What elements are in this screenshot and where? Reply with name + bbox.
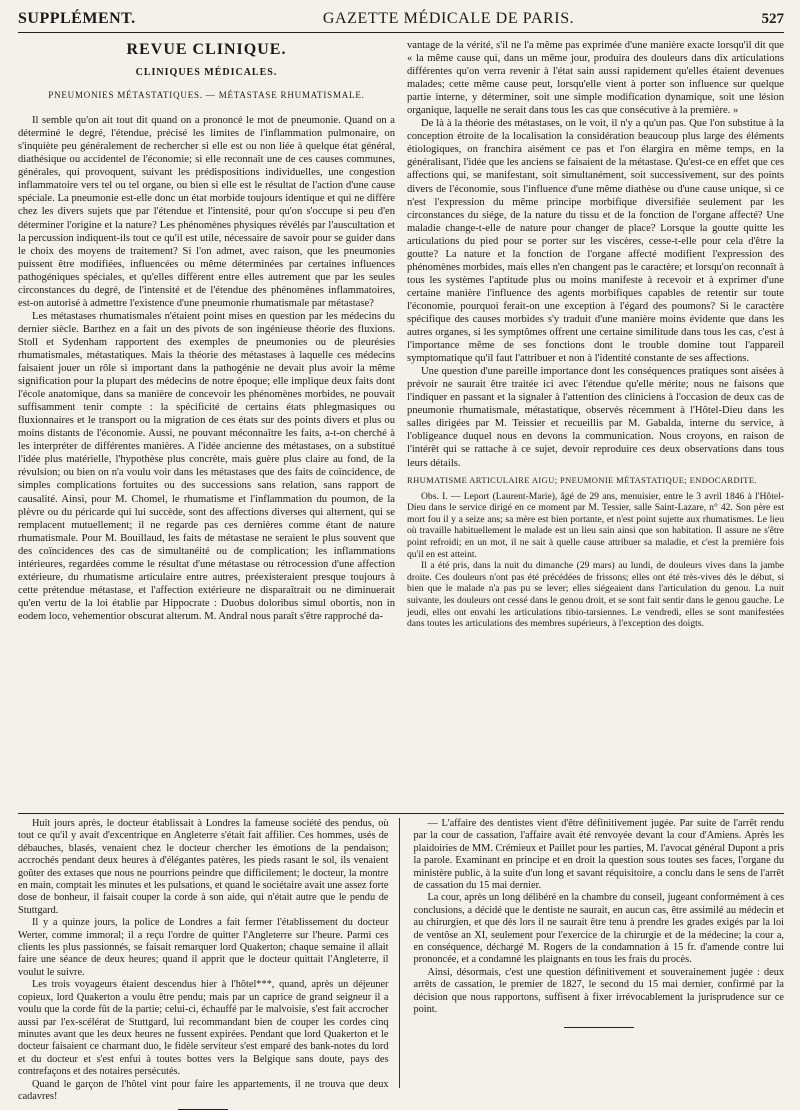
masthead [18, 10, 784, 33]
left-column [18, 39, 395, 809]
page-number: 527 [761, 11, 784, 27]
news-paragraph: La cour, après un long délibéré en la chambre du conseil, jugeant conformément à ces conclusions, a décidé que le dentiste ne saurait, en aucun cas, être assimilé au médecin et au chirurgien, et que dès lors il ne saurait être tenu à prendre les grades exigés par la loi de ventôse an XI, seulement pour l'exercice de la chirurgie et de la médecine; la cour a, en conséquence, déchargé M. Rogers de la condamnation à 15 fr. d'amende contre lui prononcée, et a condamné les plaignants en tous les frais du procès. [413, 892, 784, 966]
paragraph: De là à la théorie des métastases, on le voit, il n'y a qu'un pas. Que l'on substitue à la conception étroite de la localisation la considération beaucoup plus large des éléments étiologiques, on franchira aisément ce pas et l'on élargira en même temps, en la généralisant, l'idée que les anciens se faisaient de la métastase. Qu'est-ce en effet que ces affections qui, se manifestant, soit simultanément, soit successivement, sur des points divers de l'économie, sous l'influence d'une même diathèse ou d'une cause unique, si ce n'est l'expression du même principe morbifique diversifiée seulement par les circonstances du siége, de la nature du tissu et de la fonction de l'organe affecté? Une maladie change-t-elle de nature pour changer de place? Lorsque la goutte quitte les articulations du pied pour se porter sur les viscères, cesse-t-elle pour cela d'être la goutte? La nature et la fonction de l'organe affecté modifient l'expression des phénomènes morbides, mais elles n'en changent pas le caractère; et lorsqu'on reconnaît à tous les systèmes l'aptitude plus ou moins manifeste à recevoir et à exprimer d'une certaine manière l'influence des agents morbifiques capables de retentir sur toute l'économie, pourquoi ferait-on une exception à l'égard des poumons? Si le caractère spécifique des causes morbides s'y traduit d'une manière moins évidente que dans les autres organes, si les symptômes offrent une certaine similitude dans tous les cas, c'est à l'importance même de ses fonctions dont le trouble domine tout l'appareil symptomatique qu'il faut l'attribuer et non à l'identité constante de ses affections. [407, 118, 784, 365]
lower-section [18, 818, 784, 1102]
journal-title: GAZETTE MÉDICALE DE PARIS. [322, 10, 575, 27]
case-paragraph: Il a été pris, dans la nuit du dimanche (29 mars) au lundi, de douleurs vives dans la jambe droite. Ces douleurs n'ont pas été précédées de frissons; elles ont été très-vives dès le début, si bien que le malade n'a pas pu se lever; elles siégeaient dans l'articulation du genou. La nuit suivante, les douleurs ont cessé dans le genou droit, et se sont fait sentir dans le genou gauche. Le jeudi, elles ont envahi les articulations tibio-tarsiennes. Le vendredi, elles se sont manifestées dans toutes les articulations des membres supérieurs, à l'exception des doigts. [407, 560, 784, 630]
news-column [414, 818, 785, 1088]
case-heading: RHUMATISME ARTICULAIRE AIGU; PNEUMONIE MÉTASTATIQUE; ENDOCARDITE. [407, 474, 757, 485]
news-paragraph: — L'affaire des dentistes vient d'être définitivement jugée. Par suite de l'arrêt rendu par la cour de cassation, l'affaire avait été renvoyée devant la cour d'Amiens. Après les plaidoiries de MM. Crémieux et Paillet pour les parties, M. l'avocat général Dupont a pris la parole. Examinant en principe et en droit la question sous toutes ses faces, l'organe du ministère public, à la suite d'un long et savant réquisitoire, a conclu dans le sens de l'arrêt de cassation du 15 mai dernier. [413, 818, 784, 892]
feuilleton-paragraph: Huit jours après, le docteur établissait à Londres la fameuse société des pendus, où tout ce qu'il y avait d'excentrique en Angleterre s'était fait affilier. Ces hommes, usés de débauches, blasés, venaient chez le docteur chercher les émotions de la pendaison; accrochés pendant deux heures à d'élégantes patères, les pieds rasant le sol, ils venaient goûter des extases que nous ne pourrions peindre que difficilement; le docteur, la montre en main, comptait les minutes et les pulsations, et quand le sociétaire avait une assez forte dose de bonheur, il faisait couper la corde à son aide, qui n'était autre que le pendu de Stuttgard. [18, 818, 389, 916]
section-subtitle: CLINIQUES MÉDICALES. [135, 67, 278, 79]
section-divider [18, 813, 784, 814]
case-paragraph: Obs. I. — Leport (Laurent-Marie), âgé de 29 ans, menuisier, entre le 3 avril 1846 à l'Hôtel-Dieu dans le service dirigé en ce moment par M. Tessier, salle Saint-Lazare, n° 42. Son père est mort fou il y a seize ans; sa mère est bien portante, et n'est point sujette aux rhumatismes. Le lieu où travaille habituellement le malade est un lieu sain ainsi que son habitation. Il assure ne s'être point refroidi; en un mot, il ne sait à quelle cause attribuer sa maladie, et c'est la première fois qu'il en est atteint. [407, 490, 784, 560]
paragraph: Une question d'une pareille importance dont les conséquences pratiques sont aisées à prévoir ne saurait être traitée ici avec l'étendue qu'elle mérite; nous ne faisons que l'indiquer en passant et la signaler à l'attention des cliniciens à l'occasion de deux cas de pneumonie rhumatismale, métastatique, observés récemment à l'Hôtel-Dieu dans les salles dirigées par M. Teissier et recueillis par M. Gabalda, interne du service, à l'obligeance duquel nous en devons la communication. Nous croyons, en raison de l'intérêt qui se rattache à ce sujet, devoir reproduire ces deux observations dans tous leurs détails. [407, 366, 784, 469]
upper-section [18, 39, 784, 809]
end-rule [564, 1027, 634, 1028]
paragraph: Les métastases rhumatismales n'étaient point mises en question par les médecins du dernier siècle. Barthez en a fait un des pivots de son ingénieuse théorie des fluxions. Stoll et Sydenham rapportent des exemples de pneumonies ou de pleurésies rhumatismales, métastatiques. Mais la théorie des métastases à laquelle ces médecins faisaient jouer un rôle si important dans la pathogénie ne devait plus avoir la même signification pour la plupart des médecins de notre époque; elle implique deux faits dont l'école anatomique, dans sa manière de concevoir les phénomènes morbides, ne pouvait suffisamment tenir compte : la spécificité de certains états phlegmasiques ou fluxionnaires et le transport ou la migration de ces états sur des points divers et plus ou moins distants de l'économie. Aussi, ne pouvant méconnaître les faits, a-t-on cherché à les interpréter de différentes manières. A l'idée ancienne des métastases, on a substitué l'idée plus matérielle, l'hypothèse plus concrète, mais guère plus claire au fond, de la révulsion; ou bien on n'a voulu voir dans les métastases que des faits de coïncidence, de simples complications fortuites ou des successions sans relation, sans rapport de causalité. Ainsi, pour M. Chomel, le rhumatisme et l'inflammation du poumon, de la plèvre ou du péricarde qui lui succède, sont des affections diverses qui alternent, qui se remplacent mutuellement; il ne regarde pas ces dernières comme étant de nature rhumatismale. Pour M. Bouillaud, les faits de métastase ne seraient le plus souvent que des coïncidences des cas de simultanéité ou de complication; les inflammations intérieures, regardées comme le résultat d'une métastase ou rétrocession d'une affection extérieure, du rhumatisme articulaire entre autres, préexisteraient presque toujours à cette prétendue métastase, et l'affection extérieure ne disparaîtrait ou ne diminuerait qu'en vertu de la loi établie par Hippocrate : Duobus doloribus simul obortis, non in eodem loco, vehementior obscurat alterum. M. Andral nous paraît s'être rapproché da- [18, 310, 395, 622]
article-topic: PNEUMONIES MÉTASTATIQUES. — MÉTASTASE RHUMATISMALE. [48, 90, 365, 101]
supplement-label: SUPPLÉMENT. [18, 10, 136, 27]
feuilleton-paragraph: Quand le garçon de l'hôtel vint pour faire les appartements, il ne trouva que deux cadavres! [18, 1078, 389, 1102]
feuilleton-column [18, 818, 400, 1102]
feuilleton-paragraph: Il y a quinze jours, la police de Londres a fait fermer l'établissement du docteur Werter, comme immoral; il a reçu l'ordre de quitter l'Angleterre sur l'heure. Parmi ces clients les plus passionnés, se faisait remarquer lord Quakerton; chaque semaine il allait faire une séance de deux heures; quand il apprit que le docteur quittait l'Angleterre, il voulut le suivre. [18, 917, 389, 978]
feuilleton-paragraph: Les trois voyageurs étaient descendus hier à l'hôtel***, quand, après un déjeuner copieux, lord Quakerton a voulu être pendu; mais par un caprice de grand seigneur il a voulu que la corde fût de la partie; celui-ci, échauffé par le malvoisie, s'est fait accrocher aussi par l'ex-scélérat de Stuttgard, lui recommandant bien de couper les cordes cinq minutes avant que les deux heures ne fussent expirées. Pendant que lord Quakerton et le docteur faisaient ce charmant duo, le fidèle serviteur s'est emparé des bank-notes du lord et du docteur et s'est enfui à toutes bottes vers la Belgique sans doute, pays des contrefaçons et des notaires persécutés. [18, 979, 389, 1078]
paragraph: Il semble qu'on ait tout dit quand on a prononcé le mot de pneumonie. Quand on a déterminé le degré, l'étendue, précisé les limites de l'inflammation pulmonaire, on s'inquiète peu généralement de rechercher si elle est ou non liée à quelque état général, diathésique ou accidentel de l'économie; si elle reconnaît une de ces causes communes, générales, qui provoquent, suivant les prédispositions individuelles, une congestion inflammatoire vers tel ou tel organe, ou bien si elle est le résultat de l'action d'une cause spéciale. La pneumonie est-elle donc un état morbide toujours identique et qui ne diffère chez les divers sujets que par l'étendue et l'intensité, pour qu'on s'occupe si peu d'en déterminer l'origine et la nature? Les phénomènes physiques révélés par l'auscultation et la percussion indiquent-ils tout ce qu'il est utile, nécessaire de savoir pour se guider dans le choix des moyens de traitement? Si l'on admet, avec raison, que les pneumonies puissent être modifiées, influencées ou même déterminées par certaines influences pathogéniques spéciales, et qu'elles diffèrent entre elles autrement que par les seules circonstances du degré, de l'intensité et de l'étendue des phénomènes inflammatoires, est-on autorisé à admettre l'existence d'une pneumonie rhumatismale par métastase? [18, 115, 395, 309]
paragraph: vantage de la vérité, s'il ne l'a même pas exprimée d'une manière exacte lorsqu'il dit que « la même cause qui, dans un même jour, produira des douleurs dans dix articulations différentes qu'on verra revenir à l'état sain aussi rapidement qu'elles étaient devenues malades; cette même cause peut, lorsqu'elle vient à porter son influence sur quelque partie interne, y déterminer, soit une simple modification dynamique, soit une lésion organique, laquelle ne serait dans tous les cas que consécutive à la première. » [407, 40, 784, 117]
section-title: REVUE CLINIQUE. [126, 41, 287, 58]
news-paragraph: Ainsi, désormais, c'est une question définitivement et souverainement jugée : deux arrêts de cassation, le premier de 1827, le second du 15 mai dernier, confirmé par la décision que nous rapportons, suffisent à fixer irrévocablement la jurisprudence sur ce point. [413, 966, 784, 1016]
right-column [407, 39, 784, 809]
